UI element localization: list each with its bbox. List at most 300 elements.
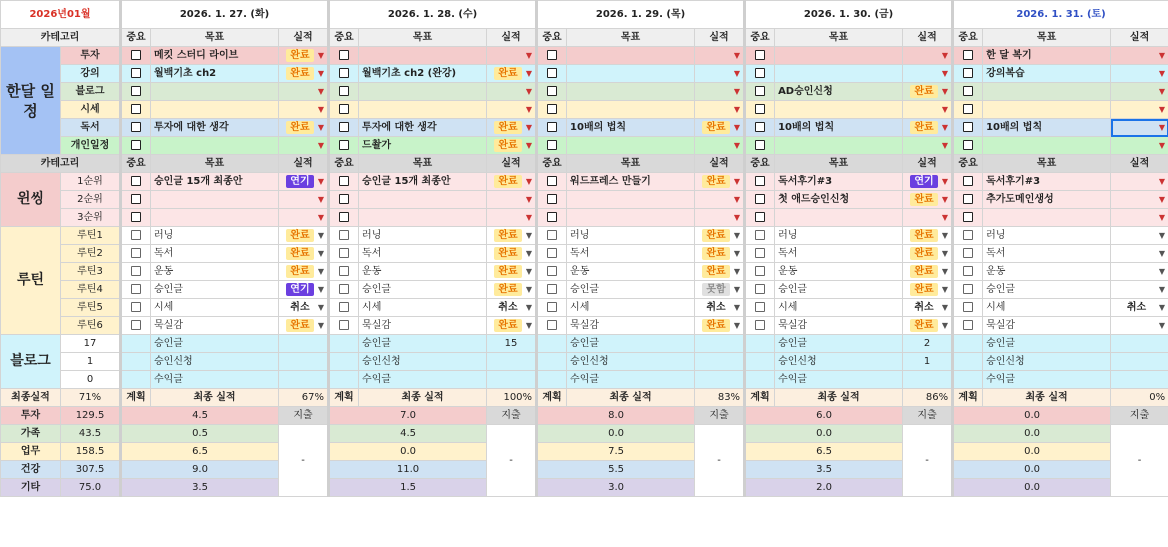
result-dropdown[interactable] [487, 263, 537, 281]
checkbox[interactable] [963, 248, 973, 258]
result-dropdown[interactable] [903, 47, 953, 65]
checkbox[interactable] [963, 266, 973, 276]
checkbox[interactable] [547, 302, 557, 312]
checkbox[interactable] [339, 266, 349, 276]
result-dropdown[interactable] [903, 299, 953, 317]
goal-cell[interactable]: 승인글 [151, 281, 279, 299]
result-dropdown[interactable] [487, 317, 537, 335]
checkbox[interactable] [547, 104, 557, 114]
important-cell[interactable] [537, 65, 567, 83]
result-dropdown[interactable] [279, 47, 329, 65]
important-cell[interactable] [953, 173, 983, 191]
result-dropdown[interactable] [487, 101, 537, 119]
checkbox[interactable] [547, 50, 557, 60]
checkbox[interactable] [547, 230, 557, 240]
important-cell[interactable] [537, 281, 567, 299]
important-cell[interactable] [745, 245, 775, 263]
important-cell[interactable] [121, 227, 151, 245]
checkbox[interactable] [131, 194, 141, 204]
result-dropdown[interactable] [903, 317, 953, 335]
result-dropdown[interactable] [695, 173, 745, 191]
result-dropdown[interactable] [1111, 173, 1168, 191]
important-cell[interactable] [537, 47, 567, 65]
result-dropdown[interactable] [695, 245, 745, 263]
result-dropdown[interactable] [1111, 263, 1168, 281]
goal-cell[interactable]: 운동 [151, 263, 279, 281]
checkbox[interactable] [339, 320, 349, 330]
result-dropdown[interactable] [279, 83, 329, 101]
important-cell[interactable] [121, 317, 151, 335]
important-cell[interactable] [121, 281, 151, 299]
result-dropdown[interactable] [903, 119, 953, 137]
important-cell[interactable] [745, 47, 775, 65]
important-cell[interactable] [329, 245, 359, 263]
goal-cell[interactable]: 승인글 15개 최종안 [151, 173, 279, 191]
result-dropdown[interactable] [695, 47, 745, 65]
goal-cell[interactable]: 월백기초 ch2 [151, 65, 279, 83]
goal-cell[interactable]: 독서 [151, 245, 279, 263]
checkbox[interactable] [547, 248, 557, 258]
important-cell[interactable] [537, 227, 567, 245]
result-dropdown[interactable] [1111, 47, 1168, 65]
checkbox[interactable] [755, 302, 765, 312]
important-cell[interactable] [745, 65, 775, 83]
result-dropdown[interactable] [279, 299, 329, 317]
checkbox[interactable] [963, 284, 973, 294]
checkbox[interactable] [963, 320, 973, 330]
result-dropdown[interactable] [1111, 209, 1168, 227]
goal-cell[interactable] [983, 101, 1111, 119]
checkbox[interactable] [755, 320, 765, 330]
goal-cell[interactable] [567, 101, 695, 119]
result-dropdown[interactable] [695, 317, 745, 335]
checkbox[interactable] [339, 212, 349, 222]
important-cell[interactable] [953, 227, 983, 245]
goal-cell[interactable]: 독서 [359, 245, 487, 263]
goal-cell[interactable]: 시세 [151, 299, 279, 317]
goal-cell[interactable] [567, 137, 695, 155]
goal-cell[interactable]: 러닝 [151, 227, 279, 245]
result-dropdown[interactable] [903, 209, 953, 227]
result-dropdown[interactable] [903, 101, 953, 119]
important-cell[interactable] [329, 47, 359, 65]
goal-cell[interactable] [359, 191, 487, 209]
result-dropdown[interactable] [1111, 83, 1168, 101]
important-cell[interactable] [121, 65, 151, 83]
result-dropdown[interactable] [903, 227, 953, 245]
important-cell[interactable] [329, 173, 359, 191]
checkbox[interactable] [547, 68, 557, 78]
goal-cell[interactable] [359, 209, 487, 227]
goal-cell[interactable]: 운동 [775, 263, 903, 281]
important-cell[interactable] [537, 83, 567, 101]
checkbox[interactable] [963, 212, 973, 222]
important-cell[interactable] [121, 119, 151, 137]
important-cell[interactable] [121, 47, 151, 65]
important-cell[interactable] [121, 83, 151, 101]
result-dropdown[interactable] [903, 191, 953, 209]
checkbox[interactable] [755, 176, 765, 186]
result-dropdown[interactable] [695, 227, 745, 245]
goal-cell[interactable]: 독서 [567, 245, 695, 263]
checkbox[interactable] [339, 140, 349, 150]
checkbox[interactable] [339, 86, 349, 96]
goal-cell[interactable] [775, 101, 903, 119]
result-dropdown[interactable] [695, 65, 745, 83]
goal-cell[interactable] [359, 83, 487, 101]
goal-cell[interactable] [151, 101, 279, 119]
result-dropdown[interactable] [487, 119, 537, 137]
goal-cell[interactable] [775, 47, 903, 65]
goal-cell[interactable]: 운동 [567, 263, 695, 281]
goal-cell[interactable]: 강의복습 [983, 65, 1111, 83]
goal-cell[interactable]: 독서 [775, 245, 903, 263]
checkbox[interactable] [131, 104, 141, 114]
checkbox[interactable] [131, 230, 141, 240]
checkbox[interactable] [339, 176, 349, 186]
goal-cell[interactable]: 묵실감 [775, 317, 903, 335]
checkbox[interactable] [963, 50, 973, 60]
goal-cell[interactable] [567, 191, 695, 209]
goal-cell[interactable]: 승인글 [567, 281, 695, 299]
important-cell[interactable] [953, 299, 983, 317]
important-cell[interactable] [745, 299, 775, 317]
result-dropdown[interactable] [903, 173, 953, 191]
important-cell[interactable] [953, 65, 983, 83]
important-cell[interactable] [745, 83, 775, 101]
important-cell[interactable] [121, 137, 151, 155]
goal-cell[interactable]: 월백기초 ch2 (완강) [359, 65, 487, 83]
result-dropdown[interactable] [1111, 137, 1168, 155]
checkbox[interactable] [547, 122, 557, 132]
checkbox[interactable] [963, 86, 973, 96]
important-cell[interactable] [329, 299, 359, 317]
checkbox[interactable] [547, 266, 557, 276]
checkbox[interactable] [339, 68, 349, 78]
goal-cell[interactable] [983, 137, 1111, 155]
important-cell[interactable] [329, 83, 359, 101]
important-cell[interactable] [121, 245, 151, 263]
result-dropdown[interactable] [487, 227, 537, 245]
result-dropdown[interactable] [1111, 281, 1168, 299]
checkbox[interactable] [755, 194, 765, 204]
result-dropdown[interactable] [487, 281, 537, 299]
important-cell[interactable] [329, 191, 359, 209]
important-cell[interactable] [953, 47, 983, 65]
goal-cell[interactable]: 묵실감 [567, 317, 695, 335]
checkbox[interactable] [547, 320, 557, 330]
result-dropdown[interactable] [1111, 227, 1168, 245]
result-dropdown[interactable] [487, 47, 537, 65]
checkbox[interactable] [131, 50, 141, 60]
goal-cell[interactable] [567, 47, 695, 65]
result-dropdown[interactable] [695, 101, 745, 119]
important-cell[interactable] [537, 245, 567, 263]
goal-cell[interactable] [983, 83, 1111, 101]
important-cell[interactable] [745, 281, 775, 299]
goal-cell[interactable]: 워드프레스 만들기 [567, 173, 695, 191]
important-cell[interactable] [953, 317, 983, 335]
result-dropdown[interactable] [279, 65, 329, 83]
goal-cell[interactable]: 독서후기#3 [775, 173, 903, 191]
goal-cell[interactable]: 10배의 법칙 [983, 119, 1111, 137]
goal-cell[interactable]: 운동 [359, 263, 487, 281]
checkbox[interactable] [755, 140, 765, 150]
important-cell[interactable] [537, 317, 567, 335]
goal-cell[interactable] [151, 191, 279, 209]
goal-cell[interactable]: 러닝 [359, 227, 487, 245]
checkbox[interactable] [963, 302, 973, 312]
result-dropdown[interactable] [279, 209, 329, 227]
important-cell[interactable] [121, 209, 151, 227]
goal-cell[interactable]: 시세 [983, 299, 1111, 317]
goal-cell[interactable]: AD승인신청 [775, 83, 903, 101]
important-cell[interactable] [745, 137, 775, 155]
important-cell[interactable] [745, 191, 775, 209]
result-dropdown[interactable] [1111, 101, 1168, 119]
important-cell[interactable] [745, 209, 775, 227]
result-dropdown[interactable] [279, 245, 329, 263]
important-cell[interactable] [329, 263, 359, 281]
result-dropdown[interactable] [279, 191, 329, 209]
checkbox[interactable] [963, 140, 973, 150]
important-cell[interactable] [329, 209, 359, 227]
important-cell[interactable] [953, 263, 983, 281]
goal-cell[interactable]: 시세 [775, 299, 903, 317]
goal-cell[interactable] [775, 137, 903, 155]
goal-cell[interactable]: 러닝 [983, 227, 1111, 245]
result-dropdown[interactable] [695, 299, 745, 317]
goal-cell[interactable]: 승인글 [359, 281, 487, 299]
goal-cell[interactable] [567, 209, 695, 227]
result-dropdown[interactable] [487, 245, 537, 263]
checkbox[interactable] [755, 50, 765, 60]
checkbox[interactable] [963, 122, 973, 132]
result-dropdown[interactable] [487, 191, 537, 209]
checkbox[interactable] [339, 230, 349, 240]
goal-cell[interactable]: 시세 [359, 299, 487, 317]
result-dropdown[interactable] [695, 137, 745, 155]
goal-cell[interactable]: 러닝 [567, 227, 695, 245]
result-dropdown[interactable] [1111, 191, 1168, 209]
important-cell[interactable] [953, 245, 983, 263]
goal-cell[interactable] [567, 83, 695, 101]
important-cell[interactable] [953, 83, 983, 101]
checkbox[interactable] [339, 122, 349, 132]
checkbox[interactable] [547, 140, 557, 150]
important-cell[interactable] [953, 191, 983, 209]
goal-cell[interactable] [151, 209, 279, 227]
checkbox[interactable] [963, 194, 973, 204]
checkbox[interactable] [755, 230, 765, 240]
result-dropdown[interactable] [695, 119, 745, 137]
important-cell[interactable] [121, 263, 151, 281]
checkbox[interactable] [755, 266, 765, 276]
result-dropdown[interactable] [903, 137, 953, 155]
important-cell[interactable] [329, 137, 359, 155]
checkbox[interactable] [131, 68, 141, 78]
checkbox[interactable] [131, 212, 141, 222]
important-cell[interactable] [329, 65, 359, 83]
result-dropdown[interactable] [279, 317, 329, 335]
important-cell[interactable] [953, 119, 983, 137]
goal-cell[interactable] [567, 65, 695, 83]
checkbox[interactable] [339, 248, 349, 258]
important-cell[interactable] [953, 101, 983, 119]
goal-cell[interactable]: 첫 애드승인신청 [775, 191, 903, 209]
goal-cell[interactable]: 독서 [983, 245, 1111, 263]
checkbox[interactable] [339, 302, 349, 312]
checkbox[interactable] [963, 104, 973, 114]
result-dropdown[interactable] [487, 65, 537, 83]
result-dropdown[interactable] [695, 209, 745, 227]
checkbox[interactable] [755, 284, 765, 294]
result-dropdown[interactable] [1111, 119, 1168, 137]
important-cell[interactable] [537, 299, 567, 317]
result-dropdown[interactable] [903, 65, 953, 83]
checkbox[interactable] [547, 212, 557, 222]
result-dropdown[interactable] [1111, 299, 1168, 317]
important-cell[interactable] [745, 263, 775, 281]
result-dropdown[interactable] [903, 263, 953, 281]
checkbox[interactable] [755, 68, 765, 78]
checkbox[interactable] [963, 176, 973, 186]
checkbox[interactable] [131, 176, 141, 186]
result-dropdown[interactable] [487, 209, 537, 227]
important-cell[interactable] [537, 209, 567, 227]
checkbox[interactable] [131, 248, 141, 258]
result-dropdown[interactable] [487, 83, 537, 101]
important-cell[interactable] [537, 191, 567, 209]
goal-cell[interactable]: 승인글 [983, 281, 1111, 299]
important-cell[interactable] [121, 101, 151, 119]
result-dropdown[interactable] [695, 191, 745, 209]
result-dropdown[interactable] [487, 137, 537, 155]
important-cell[interactable] [745, 317, 775, 335]
checkbox[interactable] [755, 86, 765, 96]
checkbox[interactable] [131, 86, 141, 96]
important-cell[interactable] [537, 137, 567, 155]
result-dropdown[interactable] [279, 119, 329, 137]
checkbox[interactable] [131, 122, 141, 132]
result-dropdown[interactable] [1111, 65, 1168, 83]
goal-cell[interactable]: 러닝 [775, 227, 903, 245]
goal-cell[interactable]: 승인글 15개 최종안 [359, 173, 487, 191]
checkbox[interactable] [131, 284, 141, 294]
checkbox[interactable] [131, 302, 141, 312]
checkbox[interactable] [131, 140, 141, 150]
goal-cell[interactable]: 묵실감 [359, 317, 487, 335]
checkbox[interactable] [131, 320, 141, 330]
goal-cell[interactable]: 묵실감 [983, 317, 1111, 335]
goal-cell[interactable] [151, 83, 279, 101]
goal-cell[interactable]: 드촬가 [359, 137, 487, 155]
checkbox[interactable] [755, 248, 765, 258]
result-dropdown[interactable] [279, 263, 329, 281]
goal-cell[interactable] [151, 137, 279, 155]
goal-cell[interactable] [775, 209, 903, 227]
important-cell[interactable] [745, 173, 775, 191]
checkbox[interactable] [547, 284, 557, 294]
important-cell[interactable] [953, 137, 983, 155]
important-cell[interactable] [329, 227, 359, 245]
result-dropdown[interactable] [695, 263, 745, 281]
important-cell[interactable] [745, 119, 775, 137]
result-dropdown[interactable] [1111, 317, 1168, 335]
checkbox[interactable] [339, 284, 349, 294]
goal-cell[interactable]: 독서후기#3 [983, 173, 1111, 191]
result-dropdown[interactable] [279, 281, 329, 299]
checkbox[interactable] [339, 194, 349, 204]
checkbox[interactable] [547, 176, 557, 186]
goal-cell[interactable]: 시세 [567, 299, 695, 317]
result-dropdown[interactable] [279, 101, 329, 119]
important-cell[interactable] [329, 101, 359, 119]
goal-cell[interactable]: 10배의 법칙 [775, 119, 903, 137]
important-cell[interactable] [121, 299, 151, 317]
goal-cell[interactable]: 메킷 스터디 라이브 [151, 47, 279, 65]
result-dropdown[interactable] [903, 83, 953, 101]
checkbox[interactable] [131, 266, 141, 276]
checkbox[interactable] [755, 212, 765, 222]
checkbox[interactable] [963, 230, 973, 240]
goal-cell[interactable]: 추가도메인생성 [983, 191, 1111, 209]
important-cell[interactable] [953, 281, 983, 299]
checkbox[interactable] [339, 104, 349, 114]
important-cell[interactable] [537, 173, 567, 191]
checkbox[interactable] [963, 68, 973, 78]
result-dropdown[interactable] [487, 173, 537, 191]
goal-cell[interactable]: 10배의 법칙 [567, 119, 695, 137]
goal-cell[interactable] [359, 47, 487, 65]
checkbox[interactable] [339, 50, 349, 60]
result-dropdown[interactable] [695, 281, 745, 299]
result-dropdown[interactable] [695, 83, 745, 101]
result-dropdown[interactable] [487, 299, 537, 317]
important-cell[interactable] [329, 317, 359, 335]
important-cell[interactable] [745, 101, 775, 119]
goal-cell[interactable] [983, 209, 1111, 227]
result-dropdown[interactable] [1111, 245, 1168, 263]
important-cell[interactable] [953, 209, 983, 227]
goal-cell[interactable]: 묵실감 [151, 317, 279, 335]
checkbox[interactable] [755, 104, 765, 114]
checkbox[interactable] [755, 122, 765, 132]
result-dropdown[interactable] [279, 227, 329, 245]
important-cell[interactable] [329, 281, 359, 299]
goal-cell[interactable]: 한 달 복기 [983, 47, 1111, 65]
result-dropdown[interactable] [903, 245, 953, 263]
important-cell[interactable] [745, 227, 775, 245]
important-cell[interactable] [121, 173, 151, 191]
checkbox[interactable] [547, 194, 557, 204]
result-dropdown[interactable] [279, 173, 329, 191]
important-cell[interactable] [329, 119, 359, 137]
goal-cell[interactable]: 투자에 대한 생각 [359, 119, 487, 137]
important-cell[interactable] [537, 101, 567, 119]
result-dropdown[interactable] [903, 281, 953, 299]
important-cell[interactable] [537, 119, 567, 137]
goal-cell[interactable]: 승인글 [775, 281, 903, 299]
goal-cell[interactable] [775, 65, 903, 83]
goal-cell[interactable]: 운동 [983, 263, 1111, 281]
goal-cell[interactable]: 투자에 대한 생각 [151, 119, 279, 137]
important-cell[interactable] [121, 191, 151, 209]
goal-cell[interactable] [359, 101, 487, 119]
checkbox[interactable] [547, 86, 557, 96]
result-dropdown[interactable] [279, 137, 329, 155]
important-cell[interactable] [537, 263, 567, 281]
